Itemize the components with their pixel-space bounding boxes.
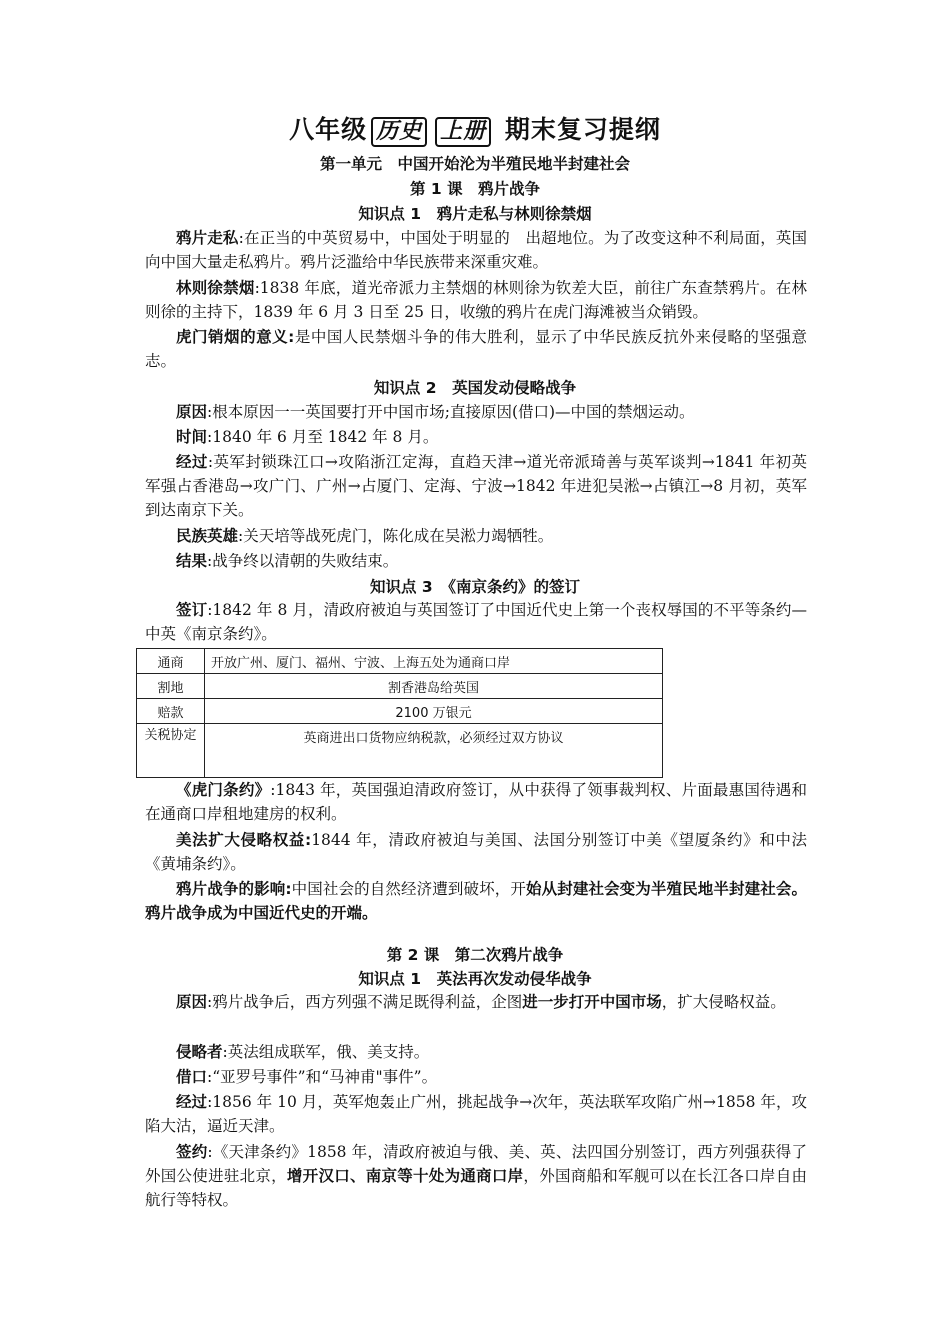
text-signing: :1842 年 8 月，清政府被迫与英国签订了中国近代史上第一个丧权辱国的不平等条约—中英《南京条约》。 — [145, 601, 807, 643]
title-highlight-volume: 上册 — [435, 117, 491, 147]
table-key: 关税协定 — [137, 724, 205, 778]
knowledge-point-heading: 知识点 1 英法再次发动侵华战争 — [358, 970, 592, 988]
label-course-2: 经过 — [176, 1093, 208, 1111]
label-course: 经过 — [176, 453, 208, 471]
label-time: 时间 — [176, 428, 208, 446]
text-signing-2: :《天津条约》1858 年，清政府被迫与俄、美、英、法四国分别签订，西方列强获得了外国公使进驻北京， — [145, 1143, 807, 1185]
title-text-review: 期末复习提纲 — [504, 115, 661, 144]
label-humen: 虎门销烟的意义: — [176, 328, 295, 346]
label-lin-zexu: 林则徐禁烟 — [176, 279, 255, 297]
paragraph-course-2 — [145, 1090, 807, 1138]
paragraph-result — [145, 549, 807, 573]
label-heroes: 民族英雄 — [176, 527, 239, 545]
paragraph-aggressors — [145, 1040, 807, 1064]
paragraph-course — [145, 450, 807, 522]
knowledge-point-heading: 知识点 2 英国发动侵略战争 — [373, 379, 577, 397]
text-cause-2-tail: ，扩大侵略权益。 — [661, 993, 786, 1011]
table-value: 2100 万银元 — [205, 699, 663, 724]
paragraph-time — [145, 425, 807, 449]
paragraph-humen-treaty — [145, 778, 807, 826]
table-row — [137, 674, 663, 699]
knowledge-point-heading: 知识点 1 鸦片走私与林则徐禁烟 — [358, 205, 592, 223]
text-heroes: :关天培等战死虎门，陈化成在吴淞力竭牺牲。 — [238, 527, 554, 545]
text-impact: 中国社会的自然经济遭到破坏，开 — [291, 880, 526, 898]
page-title — [0, 110, 950, 147]
text-course-2: :1856 年 10 月，英军炮轰止广州，挑起战争→次年，英法联军攻陷广州→1858 年，攻陷大沽，逼近天津。 — [145, 1093, 807, 1135]
text-signing-2-tail: ，外国商船和军舰可以在长江各口岸自由航行等特权。 — [145, 1167, 807, 1209]
text-aggressors: :英法组成联军，俄、美支持。 — [222, 1043, 430, 1061]
paragraph-smuggling — [145, 226, 807, 274]
label-impact: 鸦片战争的影响: — [176, 880, 292, 898]
title-text-grade: 八年级 — [289, 115, 368, 144]
label-us-france: 美法扩大侵略权益: — [176, 831, 312, 849]
label-aggressors: 侵略者 — [176, 1043, 223, 1061]
paragraph-signing-2 — [145, 1140, 807, 1212]
text-result: :战争终以清朝的失败结束。 — [207, 552, 399, 570]
paragraph-impact — [145, 877, 807, 925]
title-highlight-history: 历史 — [371, 117, 427, 147]
paragraph-cause-2 — [145, 990, 807, 1014]
label-smuggling: 鸦片走私 — [176, 229, 239, 247]
text-signing-2-bold: 增开汉口、南京等十处为通商口岸 — [286, 1167, 524, 1185]
paragraph-us-france — [145, 828, 807, 876]
table-value: 英商进出口货物应纳税款，必须经过双方协议 — [205, 724, 663, 778]
text-course: :英军封锁珠江口→攻陷浙江定海，直趋天津→道光帝派琦善与英军谈判→1841 年初英军强占香港岛→攻广门、广州→占厦门、定海、宁波→1842 年进犯吴淞→占镇江→8 月初，英军到达南京下关。 — [145, 453, 807, 519]
table-value: 开放广州、厦门、福州、宁波、上海五处为通商口岸 — [205, 649, 663, 674]
table-row — [137, 699, 663, 724]
paragraph-signing — [145, 598, 807, 646]
label-cause-2: 原因 — [176, 993, 208, 1011]
table-row — [137, 649, 663, 674]
text-impact-bold: 始从封建社会变为半殖民地半封建社会。鸦片战争成为中国近代史的开端。 — [145, 880, 807, 922]
text-humen: 是中国人民禁烟斗争的伟大胜利，显示了中华民族反抗外来侵略的坚强意志。 — [145, 328, 807, 370]
table-value: 割香港岛给英国 — [205, 674, 663, 699]
text-cause-2: :鸦片战争后，西方列强不满足既得利益，企图 — [207, 993, 523, 1011]
paragraph-cause — [145, 400, 807, 424]
text-smuggling: :在正当的中英贸易中，中国处于明显的 出超地位。为了改变这种不利局面，英国向中国大量走私鸦片。鸦片泛滥给中华民族带来深重灾难。 — [145, 229, 807, 271]
text-cause-2-bold: 进一步打开中国市场 — [522, 993, 662, 1011]
table-key: 赔款 — [137, 699, 205, 724]
table-row — [137, 724, 663, 778]
text-cause: :根本原因一一英国要打开中国市场;直接原因(借口)—中国的禁烟运动。 — [207, 403, 695, 421]
label-cause: 原因 — [176, 403, 208, 421]
label-result: 结果 — [176, 552, 208, 570]
text-excuse: :“亚罗号事件”和“马神甫"事件”。 — [207, 1068, 438, 1086]
paragraph-humen — [145, 325, 807, 373]
paragraph-excuse — [145, 1065, 807, 1089]
table-key: 割地 — [137, 674, 205, 699]
text-humen-treaty: :1843 年，英国强迫清政府签订，从中获得了领事裁判权、片面最惠国待遇和在通商口岸租地建房的权利。 — [145, 781, 807, 823]
lesson-heading: 第 2 课 第二次鸦片战争 — [386, 946, 564, 964]
nanjing-treaty-table — [136, 648, 663, 778]
knowledge-point-heading: 知识点 3 《南京条约》的签订 — [370, 578, 580, 596]
label-signing-2: 签约 — [176, 1143, 208, 1161]
text-lin-zexu: :1838 年底，道光帝派力主禁烟的林则徐为钦差大臣，前往广东查禁鸦片。在林则徐的主持下，1839 年 6 月 3 日至 25 日，收缴的鸦片在虎门海滩被当众销毁。 — [145, 279, 807, 321]
paragraph-heroes — [145, 524, 807, 548]
lesson-heading: 第 1 课 鸦片战争 — [409, 180, 541, 198]
label-humen-treaty: 《虎门条约》 — [176, 781, 271, 799]
table-key: 通商 — [137, 649, 205, 674]
label-signing: 签订 — [176, 601, 208, 619]
text-us-france: 1844 年，清政府被迫与美国、法国分别签订中美《望厦条约》和中法《黄埔条约》。 — [145, 831, 807, 873]
unit-heading: 第一单元 中国开始沦为半殖民地半封建社会 — [319, 155, 630, 173]
text-time: :1840 年 6 月至 1842 年 8 月。 — [207, 428, 439, 446]
label-excuse: 借口 — [176, 1068, 208, 1086]
paragraph-lin-zexu — [145, 276, 807, 324]
